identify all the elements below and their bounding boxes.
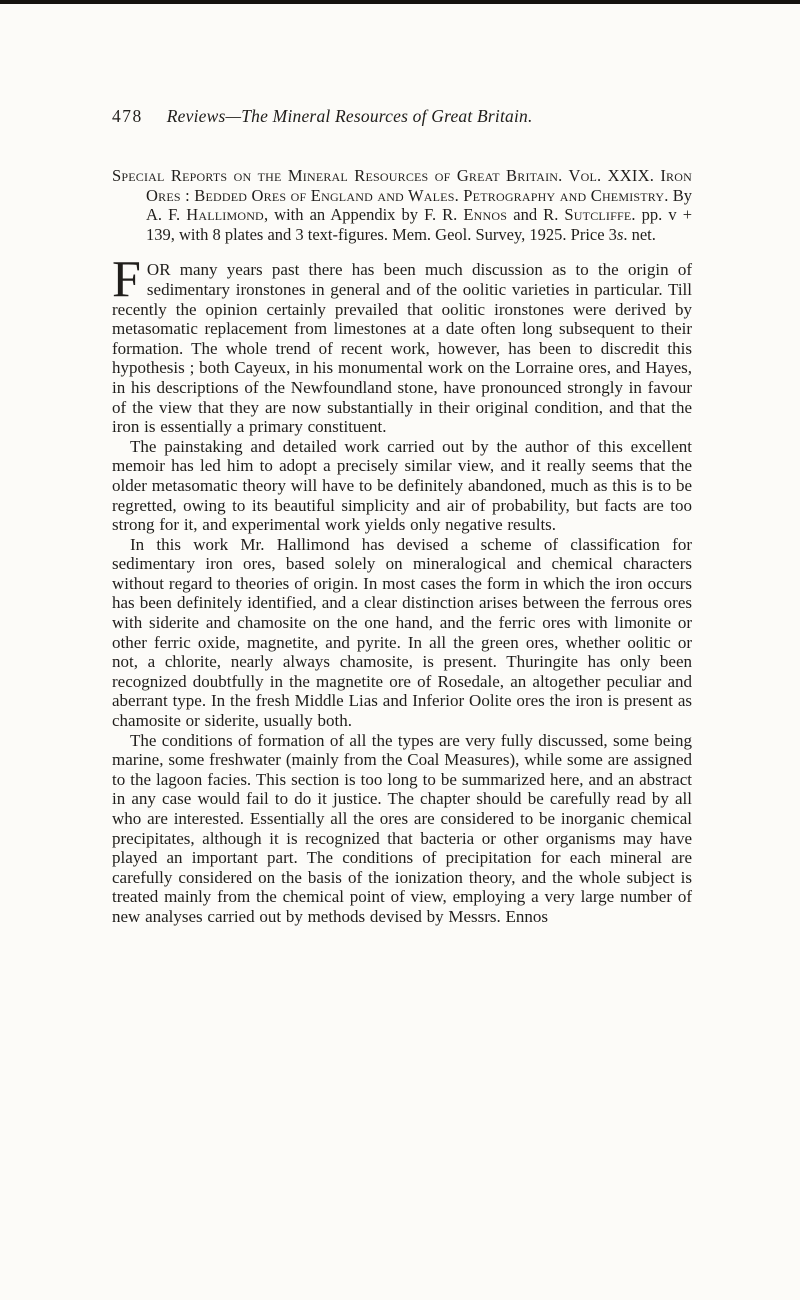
paragraph-opening-text: OR many years past there has been much discussion as to the origin of sedimentary ironstones in general and of the oolitic varieties in particular. Till recently the opinion certainly prevailed that oolitic ironstones were derived by metasomatic replacement from limestones at a date often long subsequent to their formation. The whole trend of recent work, however, has been to discredit this hypothesis ; both Cayeux, in his monumental work on the Lorraine ores, and Hayes, in his descriptions of the Newfoundland stone, have pronounced strongly in favour of the view that they are now substantially in their original condition, and that the iron is essentially a primary constituent. bbox=[112, 260, 692, 437]
paragraph-opening bbox=[112, 251, 692, 437]
citation-author-ennos: Ennos bbox=[463, 205, 508, 225]
citation-author-hallimond: Hallimond bbox=[186, 205, 264, 225]
citation-imprint: . pp. v + 139, with 8 plates and 3 text-figures. Mem. Geol. Survey, 1925. Price 3 bbox=[146, 205, 692, 244]
page-content bbox=[112, 106, 692, 927]
citation-shilling-abbrev: s bbox=[616, 224, 624, 244]
scan-edge-top bbox=[0, 0, 800, 4]
citation-series-title: Special Reports on the Mineral Resources of Great Britain. Vol. XXIX. Iron Ores : Bedded Ores of England and Wales. Petrography and Chemistry. bbox=[112, 166, 692, 205]
citation-author-sutcliffe: Sutcliffe bbox=[564, 205, 632, 225]
paragraph-2: The painstaking and detailed work carried out by the author of this excellent memoir has led him to adopt a precisely similar view, and it really seems that the older metasomatic theory will have to be definitely abandoned, much as this is to be regretted, owing to its beautiful simplicity and air of probability, but facts are too strong for it, and experimental work yields only negative results. bbox=[112, 436, 692, 535]
citation-byline: By A. F. bbox=[146, 185, 692, 225]
paragraph-3: In this work Mr. Hallimond has devised a scheme of classification for sedimentary iron ores, based solely on mineralogical and chemical characters without regard to theories of origin. In most cases the form in which the iron occurs has been definitely identified, and a clear distinction arises between the ferrous ores with siderite and chamosite on the one hand, and the ferric ores with limonite or other ferric oxide, magnetite, and pyrite. In all the green ores, whether oolitic or not, a chlorite, nearly always chamosite, is present. Thuringite has only been recognized doubtfully in the magnetite ore of Rosedale, an altogether peculiar and aberrant type. In the fresh Middle Lias and Inferior Oolite ores the iron is present as chamosite or siderite, usually both. bbox=[112, 534, 692, 731]
citation-net: . net. bbox=[623, 224, 656, 244]
running-head bbox=[112, 106, 692, 126]
citation-appendix-text: , with an Appendix by F. R. bbox=[263, 205, 464, 225]
paragraph-4: The conditions of formation of all the types are very fully discussed, some being marine, some freshwater (mainly from the Coal Measures), while some are assigned to the lagoon facies. This section is too long to be summarized here, and an abstract in any case would fail to do it justice. The chapter should be carefully read by all who are interested. Essentially all the ores are considered to be inorganic chemical precipitates, although it is recognized that bacteria or other organisms may have played an important part. The conditions of precipitation for each mineral are carefully considered on the basis of the ionization theory, and the whole subject is treated mainly from the chemical point of view, employing a very large number of new analyses carried out by methods devised by Messrs. Ennos bbox=[112, 730, 692, 926]
citation-and-text: and R. bbox=[507, 205, 565, 225]
page-number: 478 bbox=[112, 106, 143, 126]
citation-block bbox=[112, 166, 692, 244]
review-body bbox=[112, 251, 692, 926]
dropcap-letter: F bbox=[112, 251, 141, 309]
running-title: Reviews—The Mineral Resources of Great Britain. bbox=[166, 106, 533, 126]
